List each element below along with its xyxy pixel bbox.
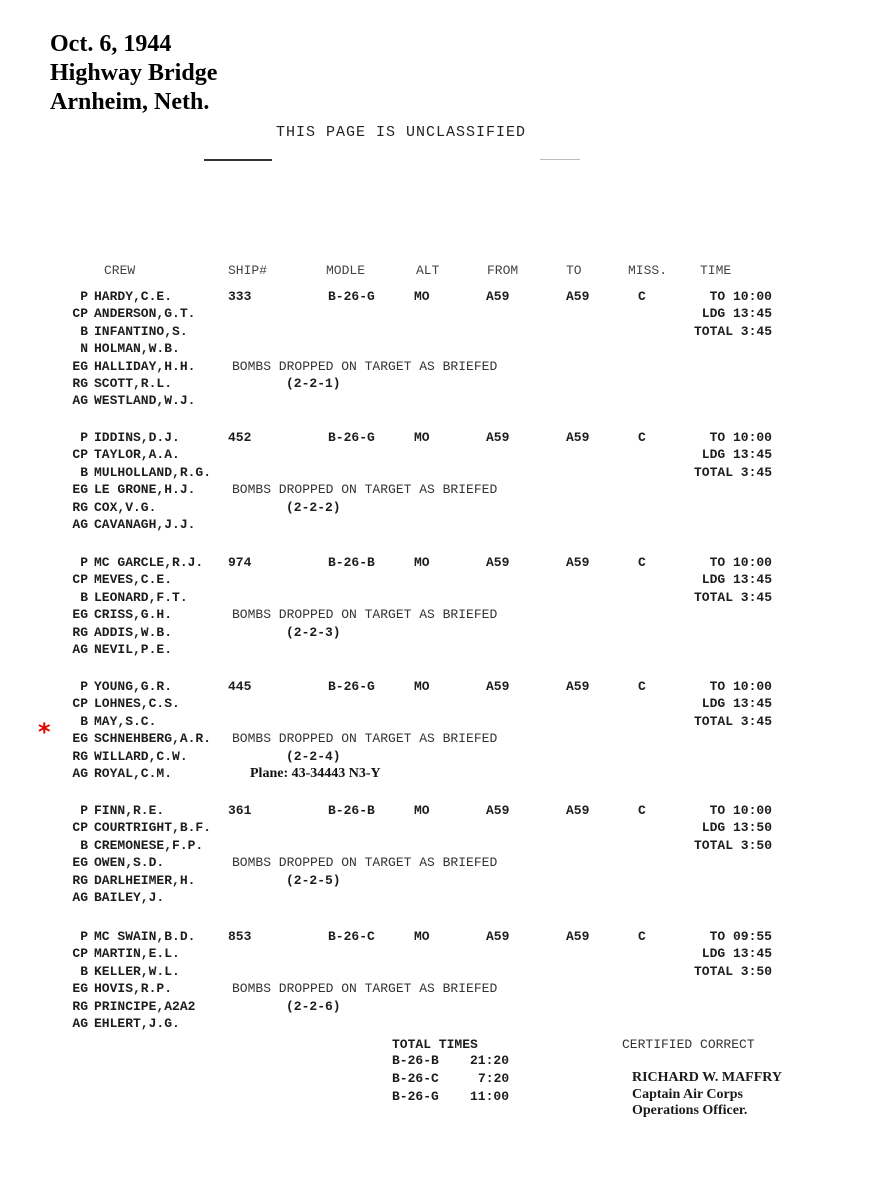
crew-name: HARDY,C.E. bbox=[94, 289, 173, 304]
ship-number: 333 bbox=[228, 289, 252, 304]
crew-name: HALLIDAY,H.H. bbox=[94, 358, 196, 374]
red-asterisk-marker: * bbox=[38, 718, 51, 746]
crew-role: P bbox=[80, 430, 88, 445]
plane-serial: Plane: 43-34443 N3-Y bbox=[250, 766, 381, 781]
altitude: MO bbox=[414, 430, 430, 445]
total-time: TOTAL 3:50 bbox=[693, 963, 772, 979]
takeoff-time: TO 10:00 bbox=[709, 289, 772, 304]
heading-target: Highway Bridge bbox=[50, 60, 218, 86]
crew-role: B bbox=[80, 323, 88, 339]
total-times-row bbox=[392, 1071, 509, 1089]
crew-name: EHLERT,J.G. bbox=[94, 1016, 180, 1031]
aircraft-model: B-26-G bbox=[328, 430, 375, 445]
total-times-row bbox=[392, 1089, 509, 1107]
crew-name: COX,V.G. bbox=[94, 499, 157, 515]
bombing-remark: BOMBS DROPPED ON TARGET AS BRIEFED bbox=[232, 358, 498, 374]
crew-name: NEVIL,P.E. bbox=[94, 642, 173, 657]
formation-position: (2-2-4) bbox=[286, 748, 341, 764]
crew-name: SCOTT,R.L. bbox=[94, 376, 173, 391]
crew-role: CP bbox=[72, 946, 88, 962]
signatory-rank: Captain Air Corps bbox=[632, 1087, 743, 1102]
crew-role: RG bbox=[72, 872, 88, 888]
crew-role: AG bbox=[72, 766, 88, 781]
crew-role: B bbox=[80, 589, 88, 605]
header-ship: SHIP# bbox=[228, 263, 268, 278]
total-model: B-26-B bbox=[392, 1053, 439, 1068]
ship-number: 974 bbox=[228, 555, 252, 570]
mission-status: C bbox=[638, 555, 646, 570]
mission-status: C bbox=[638, 929, 646, 944]
crew-name: HOVIS,R.P. bbox=[94, 981, 173, 997]
crew-name: MEVES,C.E. bbox=[94, 572, 173, 588]
crew-role: AG bbox=[72, 393, 88, 409]
crew-name: KELLER,W.L. bbox=[94, 963, 180, 979]
from-base: A59 bbox=[486, 430, 510, 445]
scan-mark bbox=[204, 159, 272, 161]
heading-date: Oct. 6, 1944 bbox=[50, 31, 172, 57]
formation-position: (2-2-6) bbox=[286, 998, 341, 1014]
crew-role: B bbox=[80, 713, 88, 729]
takeoff-time: TO 10:00 bbox=[709, 803, 772, 818]
crew-name: BAILEY,J. bbox=[94, 890, 165, 905]
bombing-remark: BOMBS DROPPED ON TARGET AS BRIEFED bbox=[232, 855, 498, 871]
formation-position: (2-2-5) bbox=[286, 872, 341, 888]
crew-name: WESTLAND,W.J. bbox=[94, 393, 196, 409]
header-crew: CREW bbox=[104, 263, 136, 278]
crew-name: LE GRONE,H.J. bbox=[94, 482, 196, 498]
crew-name: TAYLOR,A.A. bbox=[94, 447, 180, 463]
bombing-remark: BOMBS DROPPED ON TARGET AS BRIEFED bbox=[232, 731, 498, 747]
certified-correct: CERTIFIED CORRECT bbox=[622, 1037, 755, 1052]
aircraft-model: B-26-G bbox=[328, 679, 375, 694]
from-base: A59 bbox=[486, 555, 510, 570]
ship-number: 445 bbox=[228, 679, 252, 694]
crew-role: RG bbox=[72, 376, 88, 391]
crew-name: YOUNG,G.R. bbox=[94, 679, 173, 694]
takeoff-time: TO 09:55 bbox=[709, 929, 772, 944]
crew-name: SCHNEHBERG,A.R. bbox=[94, 731, 212, 747]
total-time: TOTAL 3:45 bbox=[693, 589, 772, 605]
header-time: TIME bbox=[700, 263, 732, 278]
crew-name: MULHOLLAND,R.G. bbox=[94, 464, 212, 480]
to-base: A59 bbox=[566, 929, 590, 944]
mission-status: C bbox=[638, 289, 646, 304]
formation-position: (2-2-3) bbox=[286, 624, 341, 640]
total-model: B-26-C bbox=[392, 1071, 439, 1086]
crew-role: EG bbox=[72, 731, 88, 747]
heading-location: Arnheim, Neth. bbox=[50, 89, 210, 115]
landing-time: LDG 13:45 bbox=[701, 447, 772, 463]
crew-name: CAVANAGH,J.J. bbox=[94, 517, 196, 532]
crew-name: COURTRIGHT,B.F. bbox=[94, 820, 212, 836]
total-model: B-26-G bbox=[392, 1089, 439, 1104]
mission-status: C bbox=[638, 679, 646, 694]
aircraft-model: B-26-C bbox=[328, 929, 375, 944]
from-base: A59 bbox=[486, 929, 510, 944]
landing-time: LDG 13:45 bbox=[701, 572, 772, 588]
crew-role: CP bbox=[72, 306, 88, 322]
header-from: FROM bbox=[487, 263, 519, 278]
aircraft-model: B-26-G bbox=[328, 289, 375, 304]
crew-role: P bbox=[80, 289, 88, 304]
crew-name: ANDERSON,G.T. bbox=[94, 306, 196, 322]
crew-name: OWEN,S.D. bbox=[94, 855, 165, 871]
crew-name: HOLMAN,W.B. bbox=[94, 341, 180, 357]
from-base: A59 bbox=[486, 289, 510, 304]
crew-role: EG bbox=[72, 855, 88, 871]
to-base: A59 bbox=[566, 555, 590, 570]
crew-name: INFANTINO,S. bbox=[94, 323, 188, 339]
formation-position: (2-2-2) bbox=[286, 499, 341, 515]
signatory-name: RICHARD W. MAFFRY bbox=[632, 1070, 783, 1085]
crew-role: RG bbox=[72, 998, 88, 1014]
landing-time: LDG 13:45 bbox=[701, 306, 772, 322]
landing-time: LDG 13:45 bbox=[701, 946, 772, 962]
classification-banner: THIS PAGE IS UNCLASSIFIED bbox=[276, 124, 527, 141]
crew-role: B bbox=[80, 464, 88, 480]
to-base: A59 bbox=[566, 289, 590, 304]
bombing-remark: BOMBS DROPPED ON TARGET AS BRIEFED bbox=[232, 607, 498, 623]
crew-role: AG bbox=[72, 642, 88, 657]
crew-role: CP bbox=[72, 572, 88, 588]
crew-name: DARLHEIMER,H. bbox=[94, 872, 196, 888]
from-base: A59 bbox=[486, 679, 510, 694]
total-time: TOTAL 3:45 bbox=[693, 323, 772, 339]
crew-role: AG bbox=[72, 517, 88, 532]
ship-number: 452 bbox=[228, 430, 252, 445]
crew-role: B bbox=[80, 963, 88, 979]
crew-role: P bbox=[80, 803, 88, 818]
total-times-heading: TOTAL TIMES bbox=[392, 1037, 478, 1052]
to-base: A59 bbox=[566, 679, 590, 694]
total-time: 11:00 bbox=[470, 1089, 510, 1104]
header-alt: ALT bbox=[416, 263, 440, 278]
total-time: TOTAL 3:45 bbox=[693, 713, 772, 729]
total-time: TOTAL 3:45 bbox=[693, 464, 772, 480]
certification-block bbox=[622, 1037, 782, 1119]
landing-time: LDG 13:50 bbox=[701, 820, 772, 836]
takeoff-time: TO 10:00 bbox=[709, 555, 772, 570]
crew-name: WILLARD,C.W. bbox=[94, 748, 188, 764]
crew-name: MC SWAIN,B.D. bbox=[94, 929, 196, 944]
crew-role: CP bbox=[72, 447, 88, 463]
signatory-title: Operations Officer. bbox=[632, 1103, 748, 1118]
crew-name: LEONARD,F.T. bbox=[94, 589, 188, 605]
crew-name: MARTIN,E.L. bbox=[94, 946, 180, 962]
altitude: MO bbox=[414, 289, 430, 304]
crew-role: AG bbox=[72, 1016, 88, 1031]
ship-number: 361 bbox=[228, 803, 252, 818]
to-base: A59 bbox=[566, 803, 590, 818]
crew-name: CREMONESE,F.P. bbox=[94, 837, 204, 853]
total-time: TOTAL 3:50 bbox=[693, 837, 772, 853]
crew-role: RG bbox=[72, 624, 88, 640]
formation-position: (2-2-1) bbox=[286, 376, 341, 391]
document-heading bbox=[50, 30, 217, 117]
total-time: 21:20 bbox=[470, 1053, 510, 1068]
crew-name: FINN,R.E. bbox=[94, 803, 165, 818]
total-times-row bbox=[392, 1053, 509, 1071]
header-miss: MISS. bbox=[628, 263, 668, 278]
crew-role: EG bbox=[72, 482, 88, 498]
crew-name: LOHNES,C.S. bbox=[94, 696, 180, 712]
crew-role: CP bbox=[72, 696, 88, 712]
bombing-remark: BOMBS DROPPED ON TARGET AS BRIEFED bbox=[232, 981, 498, 997]
crew-name: ADDIS,W.B. bbox=[94, 624, 173, 640]
altitude: MO bbox=[414, 929, 430, 944]
header-to: TO bbox=[566, 263, 582, 278]
altitude: MO bbox=[414, 803, 430, 818]
ship-number: 853 bbox=[228, 929, 252, 944]
crew-name: CRISS,G.H. bbox=[94, 607, 173, 623]
to-base: A59 bbox=[566, 430, 590, 445]
bombing-remark: BOMBS DROPPED ON TARGET AS BRIEFED bbox=[232, 482, 498, 498]
header-model: MODLE bbox=[326, 263, 366, 278]
crew-role: EG bbox=[72, 981, 88, 997]
scan-mark bbox=[540, 159, 580, 160]
crew-role: RG bbox=[72, 748, 88, 764]
crew-role: P bbox=[80, 679, 88, 694]
crew-name: PRINCIPE,A2A2 bbox=[94, 998, 196, 1014]
total-times bbox=[392, 1037, 509, 1107]
crew-role: AG bbox=[72, 890, 88, 905]
altitude: MO bbox=[414, 679, 430, 694]
crew-role: N bbox=[80, 341, 88, 357]
aircraft-model: B-26-B bbox=[328, 555, 375, 570]
crew-role: EG bbox=[72, 358, 88, 374]
crew-role: P bbox=[80, 555, 88, 570]
mission-status: C bbox=[638, 803, 646, 818]
crew-name: ROYAL,C.M. bbox=[94, 766, 173, 781]
crew-name: MC GARCLE,R.J. bbox=[94, 555, 204, 570]
crew-role: RG bbox=[72, 499, 88, 515]
altitude: MO bbox=[414, 555, 430, 570]
crew-role: EG bbox=[72, 607, 88, 623]
takeoff-time: TO 10:00 bbox=[709, 430, 772, 445]
crew-name: IDDINS,D.J. bbox=[94, 430, 180, 445]
aircraft-model: B-26-B bbox=[328, 803, 375, 818]
total-time: 7:20 bbox=[478, 1071, 510, 1086]
from-base: A59 bbox=[486, 803, 510, 818]
crew-role: CP bbox=[72, 820, 88, 836]
crew-role: B bbox=[80, 837, 88, 853]
mission-status: C bbox=[638, 430, 646, 445]
crew-name: MAY,S.C. bbox=[94, 713, 157, 729]
takeoff-time: TO 10:00 bbox=[709, 679, 772, 694]
landing-time: LDG 13:45 bbox=[701, 696, 772, 712]
crew-role: P bbox=[80, 929, 88, 944]
